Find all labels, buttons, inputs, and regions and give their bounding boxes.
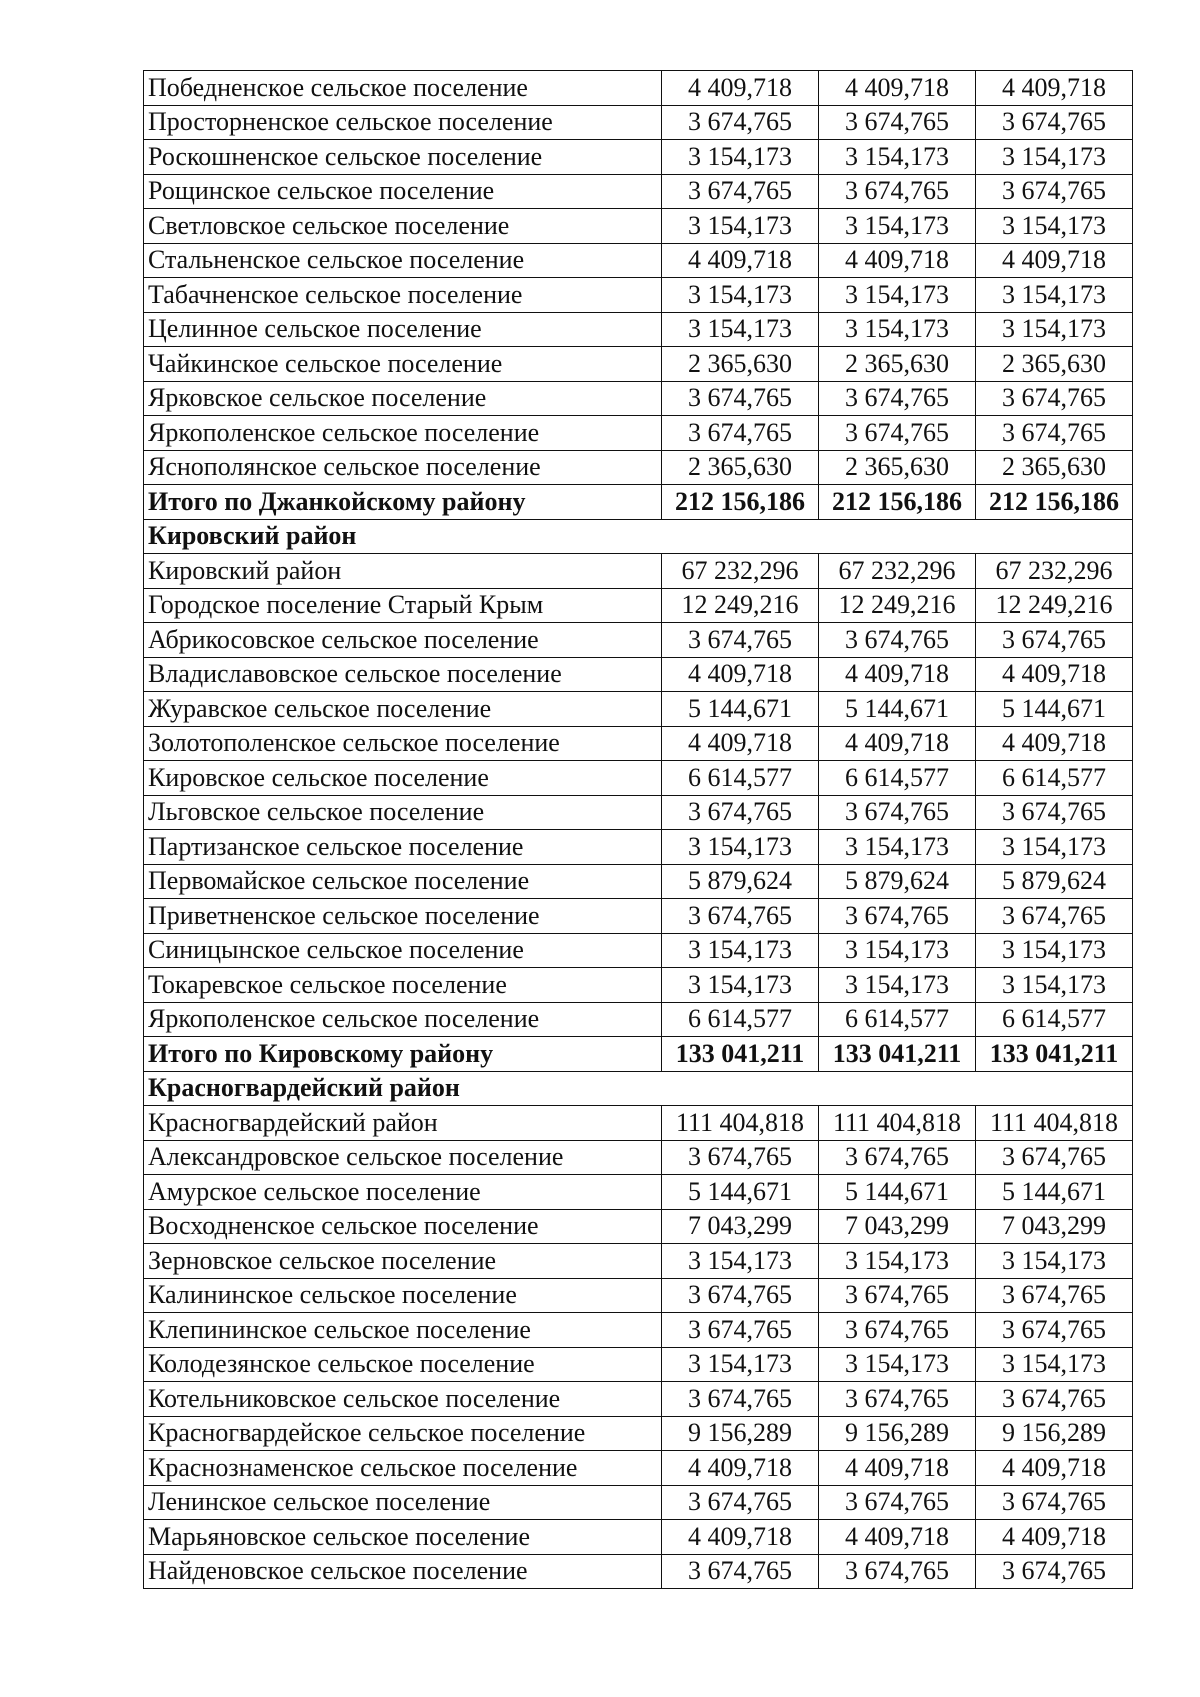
amount-cell-3: 4 409,718 — [976, 726, 1133, 761]
table-row — [144, 1002, 1133, 1037]
amount-cell-3: 5 144,671 — [976, 692, 1133, 727]
amount-cell-1: 7 043,299 — [662, 1209, 819, 1244]
settlement-name: Александровское сельское поселение — [144, 1140, 662, 1175]
settlement-name: Яркополенское сельское поселение — [144, 416, 662, 451]
amount-cell-1: 4 409,718 — [662, 726, 819, 761]
amount-cell-3: 3 154,173 — [976, 278, 1133, 313]
amount-cell-1: 133 041,211 — [662, 1037, 819, 1072]
amount-cell-2: 3 674,765 — [819, 416, 976, 451]
amount-cell-3: 4 409,718 — [976, 71, 1133, 106]
amount-cell-2: 3 674,765 — [819, 105, 976, 140]
amount-cell-2: 3 154,173 — [819, 140, 976, 175]
amount-cell-2: 212 156,186 — [819, 485, 976, 520]
settlement-name: Рощинское сельское поселение — [144, 174, 662, 209]
amount-cell-1: 67 232,296 — [662, 554, 819, 589]
amount-cell-1: 3 154,173 — [662, 140, 819, 175]
table-row — [144, 588, 1133, 623]
amount-cell-2: 4 409,718 — [819, 1520, 976, 1555]
table-row — [144, 1554, 1133, 1589]
amount-cell-1: 5 144,671 — [662, 1175, 819, 1210]
amount-cell-1: 3 154,173 — [662, 968, 819, 1003]
amount-cell-1: 4 409,718 — [662, 1451, 819, 1486]
amount-cell-1: 3 674,765 — [662, 1382, 819, 1417]
amount-cell-3: 3 154,173 — [976, 140, 1133, 175]
amount-cell-1: 3 154,173 — [662, 209, 819, 244]
settlement-name: Красногвардейское сельское поселение — [144, 1416, 662, 1451]
table-row — [144, 795, 1133, 830]
amount-cell-3: 3 674,765 — [976, 105, 1133, 140]
amount-cell-1: 6 614,577 — [662, 761, 819, 796]
table-row — [144, 1520, 1133, 1555]
amount-cell-2: 4 409,718 — [819, 243, 976, 278]
settlement-name: Красногвардейский район — [144, 1106, 662, 1141]
amount-cell-1: 111 404,818 — [662, 1106, 819, 1141]
amount-cell-3: 3 674,765 — [976, 1278, 1133, 1313]
amount-cell-2: 3 154,173 — [819, 968, 976, 1003]
settlement-name: Городское поселение Старый Крым — [144, 588, 662, 623]
amount-cell-1: 4 409,718 — [662, 243, 819, 278]
total-label: Итого по Кировскому району — [144, 1037, 662, 1072]
settlement-name: Котельниковское сельское поселение — [144, 1382, 662, 1417]
settlement-name: Ярковское сельское поселение — [144, 381, 662, 416]
amount-cell-3: 6 614,577 — [976, 1002, 1133, 1037]
amount-cell-1: 212 156,186 — [662, 485, 819, 520]
settlement-name: Просторненское сельское поселение — [144, 105, 662, 140]
amount-cell-3: 3 674,765 — [976, 174, 1133, 209]
amount-cell-2: 3 154,173 — [819, 933, 976, 968]
amount-cell-2: 4 409,718 — [819, 1451, 976, 1486]
amount-cell-1: 3 674,765 — [662, 623, 819, 658]
settlement-name: Приветненское сельское поселение — [144, 899, 662, 934]
amount-cell-3: 3 154,173 — [976, 312, 1133, 347]
amount-cell-3: 3 154,173 — [976, 1244, 1133, 1279]
amount-cell-3: 2 365,630 — [976, 347, 1133, 382]
amount-cell-3: 3 154,173 — [976, 968, 1133, 1003]
amount-cell-3: 3 674,765 — [976, 623, 1133, 658]
settlement-name: Амурское сельское поселение — [144, 1175, 662, 1210]
settlement-name: Журавское сельское поселение — [144, 692, 662, 727]
amount-cell-2: 2 365,630 — [819, 347, 976, 382]
amount-cell-2: 3 154,173 — [819, 209, 976, 244]
table-row — [144, 554, 1133, 589]
amount-cell-3: 3 674,765 — [976, 1140, 1133, 1175]
table-row — [144, 1278, 1133, 1313]
settlement-name: Целинное сельское поселение — [144, 312, 662, 347]
table-row — [144, 140, 1133, 175]
table-row — [144, 1382, 1133, 1417]
amount-cell-1: 3 674,765 — [662, 381, 819, 416]
amount-cell-1: 3 154,173 — [662, 933, 819, 968]
amount-cell-3: 3 674,765 — [976, 795, 1133, 830]
settlement-name: Колодезянское сельское поселение — [144, 1347, 662, 1382]
total-label: Итого по Джанкойскому району — [144, 485, 662, 520]
amount-cell-1: 5 879,624 — [662, 864, 819, 899]
table-row — [144, 1209, 1133, 1244]
table-row — [144, 623, 1133, 658]
amount-cell-3: 3 154,173 — [976, 830, 1133, 865]
amount-cell-1: 3 154,173 — [662, 312, 819, 347]
settlement-name: Стальненское сельское поселение — [144, 243, 662, 278]
amount-cell-1: 3 154,173 — [662, 1347, 819, 1382]
district-header: Кировский район — [144, 519, 1133, 554]
amount-cell-1: 2 365,630 — [662, 347, 819, 382]
settlement-name: Найденовское сельское поселение — [144, 1554, 662, 1589]
table-row — [144, 71, 1133, 106]
amount-cell-3: 4 409,718 — [976, 1520, 1133, 1555]
amount-cell-2: 6 614,577 — [819, 1002, 976, 1037]
amount-cell-1: 9 156,289 — [662, 1416, 819, 1451]
amount-cell-2: 3 154,173 — [819, 278, 976, 313]
amount-cell-2: 3 674,765 — [819, 1278, 976, 1313]
table-row — [144, 209, 1133, 244]
amount-cell-2: 3 674,765 — [819, 1485, 976, 1520]
amount-cell-3: 2 365,630 — [976, 450, 1133, 485]
amount-cell-3: 111 404,818 — [976, 1106, 1133, 1141]
settlement-name: Первомайское сельское поселение — [144, 864, 662, 899]
amount-cell-2: 5 144,671 — [819, 1175, 976, 1210]
settlement-name: Краснознаменское сельское поселение — [144, 1451, 662, 1486]
table-row — [144, 864, 1133, 899]
table-row — [144, 347, 1133, 382]
amount-cell-1: 3 674,765 — [662, 1140, 819, 1175]
amount-cell-3: 3 674,765 — [976, 1554, 1133, 1589]
amount-cell-2: 3 154,173 — [819, 1244, 976, 1279]
table-row — [144, 657, 1133, 692]
settlement-name: Калининское сельское поселение — [144, 1278, 662, 1313]
settlement-name: Абрикосовское сельское поселение — [144, 623, 662, 658]
table-row — [144, 899, 1133, 934]
table-row — [144, 726, 1133, 761]
table-row — [144, 1451, 1133, 1486]
settlement-name: Победненское сельское поселение — [144, 71, 662, 106]
settlement-name: Партизанское сельское поселение — [144, 830, 662, 865]
amount-cell-3: 7 043,299 — [976, 1209, 1133, 1244]
amount-cell-2: 2 365,630 — [819, 450, 976, 485]
amount-cell-1: 4 409,718 — [662, 71, 819, 106]
amount-cell-1: 3 674,765 — [662, 105, 819, 140]
amount-cell-1: 3 674,765 — [662, 1485, 819, 1520]
amount-cell-3: 5 144,671 — [976, 1175, 1133, 1210]
amount-cell-1: 3 674,765 — [662, 899, 819, 934]
table-row — [144, 1485, 1133, 1520]
amount-cell-3: 3 674,765 — [976, 1382, 1133, 1417]
settlement-name: Яснополянское сельское поселение — [144, 450, 662, 485]
amount-cell-2: 9 156,289 — [819, 1416, 976, 1451]
amount-cell-2: 3 674,765 — [819, 623, 976, 658]
amount-cell-1: 5 144,671 — [662, 692, 819, 727]
amount-cell-1: 3 154,173 — [662, 830, 819, 865]
table-row — [144, 1313, 1133, 1348]
settlement-name: Владиславовское сельское поселение — [144, 657, 662, 692]
amount-cell-2: 3 154,173 — [819, 312, 976, 347]
settlement-name: Токаревское сельское поселение — [144, 968, 662, 1003]
amount-cell-2: 3 154,173 — [819, 830, 976, 865]
table-row — [144, 450, 1133, 485]
amount-cell-2: 3 674,765 — [819, 174, 976, 209]
amount-cell-1: 3 674,765 — [662, 174, 819, 209]
table-row — [144, 968, 1133, 1003]
amount-cell-3: 3 674,765 — [976, 416, 1133, 451]
amount-cell-2: 4 409,718 — [819, 657, 976, 692]
settlement-name: Клепининское сельское поселение — [144, 1313, 662, 1348]
amount-cell-2: 111 404,818 — [819, 1106, 976, 1141]
amount-cell-2: 3 674,765 — [819, 1313, 976, 1348]
amount-cell-2: 6 614,577 — [819, 761, 976, 796]
district-header-row — [144, 519, 1133, 554]
table-row — [144, 381, 1133, 416]
amount-cell-3: 133 041,211 — [976, 1037, 1133, 1072]
amount-cell-2: 12 249,216 — [819, 588, 976, 623]
amount-cell-2: 5 144,671 — [819, 692, 976, 727]
amount-cell-1: 3 674,765 — [662, 416, 819, 451]
amount-cell-3: 5 879,624 — [976, 864, 1133, 899]
amount-cell-2: 3 674,765 — [819, 381, 976, 416]
amount-cell-2: 7 043,299 — [819, 1209, 976, 1244]
amount-cell-2: 3 674,765 — [819, 795, 976, 830]
amount-cell-3: 4 409,718 — [976, 1451, 1133, 1486]
amount-cell-2: 133 041,211 — [819, 1037, 976, 1072]
settlement-name: Льговское сельское поселение — [144, 795, 662, 830]
amount-cell-3: 4 409,718 — [976, 243, 1133, 278]
amount-cell-3: 6 614,577 — [976, 761, 1133, 796]
district-total-row — [144, 1037, 1133, 1072]
amount-cell-3: 3 674,765 — [976, 1485, 1133, 1520]
table-row — [144, 1175, 1133, 1210]
table-row — [144, 1244, 1133, 1279]
amount-cell-2: 5 879,624 — [819, 864, 976, 899]
amount-cell-1: 3 674,765 — [662, 795, 819, 830]
amount-cell-3: 3 674,765 — [976, 381, 1133, 416]
amount-cell-1: 3 674,765 — [662, 1554, 819, 1589]
table-row — [144, 416, 1133, 451]
amount-cell-3: 3 154,173 — [976, 209, 1133, 244]
district-total-row — [144, 485, 1133, 520]
amount-cell-1: 4 409,718 — [662, 1520, 819, 1555]
amount-cell-3: 3 674,765 — [976, 1313, 1133, 1348]
amount-cell-1: 3 154,173 — [662, 1244, 819, 1279]
settlement-name: Золотополенское сельское поселение — [144, 726, 662, 761]
amount-cell-1: 3 154,173 — [662, 278, 819, 313]
budget-allocation-table — [143, 70, 1133, 1589]
table-row — [144, 692, 1133, 727]
table-row — [144, 1106, 1133, 1141]
settlement-name: Восходненское сельское поселение — [144, 1209, 662, 1244]
table-row — [144, 312, 1133, 347]
table-body — [144, 71, 1133, 1589]
table-row — [144, 1347, 1133, 1382]
settlement-name: Кировский район — [144, 554, 662, 589]
amount-cell-2: 67 232,296 — [819, 554, 976, 589]
settlement-name: Табачненское сельское поселение — [144, 278, 662, 313]
table-row — [144, 761, 1133, 796]
amount-cell-3: 3 154,173 — [976, 1347, 1133, 1382]
amount-cell-1: 12 249,216 — [662, 588, 819, 623]
settlement-name: Синицынское сельское поселение — [144, 933, 662, 968]
amount-cell-1: 3 674,765 — [662, 1278, 819, 1313]
district-header-row — [144, 1071, 1133, 1106]
table-row — [144, 174, 1133, 209]
amount-cell-1: 4 409,718 — [662, 657, 819, 692]
table-row — [144, 933, 1133, 968]
settlement-name: Зерновское сельское поселение — [144, 1244, 662, 1279]
settlement-name: Светловское сельское поселение — [144, 209, 662, 244]
amount-cell-1: 3 674,765 — [662, 1313, 819, 1348]
district-header: Красногвардейский район — [144, 1071, 1133, 1106]
settlement-name: Чайкинское сельское поселение — [144, 347, 662, 382]
settlement-name: Марьяновское сельское поселение — [144, 1520, 662, 1555]
amount-cell-2: 3 674,765 — [819, 899, 976, 934]
settlement-name: Роскошненское сельское поселение — [144, 140, 662, 175]
amount-cell-3: 12 249,216 — [976, 588, 1133, 623]
amount-cell-3: 3 154,173 — [976, 933, 1133, 968]
amount-cell-2: 3 674,765 — [819, 1140, 976, 1175]
amount-cell-1: 2 365,630 — [662, 450, 819, 485]
amount-cell-3: 67 232,296 — [976, 554, 1133, 589]
amount-cell-3: 212 156,186 — [976, 485, 1133, 520]
amount-cell-3: 9 156,289 — [976, 1416, 1133, 1451]
table-row — [144, 1416, 1133, 1451]
amount-cell-2: 4 409,718 — [819, 71, 976, 106]
table-row — [144, 243, 1133, 278]
amount-cell-2: 3 154,173 — [819, 1347, 976, 1382]
settlement-name: Ленинское сельское поселение — [144, 1485, 662, 1520]
table-row — [144, 278, 1133, 313]
table-row — [144, 105, 1133, 140]
amount-cell-3: 4 409,718 — [976, 657, 1133, 692]
amount-cell-1: 6 614,577 — [662, 1002, 819, 1037]
amount-cell-2: 3 674,765 — [819, 1382, 976, 1417]
amount-cell-2: 3 674,765 — [819, 1554, 976, 1589]
table-row — [144, 830, 1133, 865]
table-row — [144, 1140, 1133, 1175]
settlement-name: Яркополенское сельское поселение — [144, 1002, 662, 1037]
amount-cell-2: 4 409,718 — [819, 726, 976, 761]
amount-cell-3: 3 674,765 — [976, 899, 1133, 934]
settlement-name: Кировское сельское поселение — [144, 761, 662, 796]
